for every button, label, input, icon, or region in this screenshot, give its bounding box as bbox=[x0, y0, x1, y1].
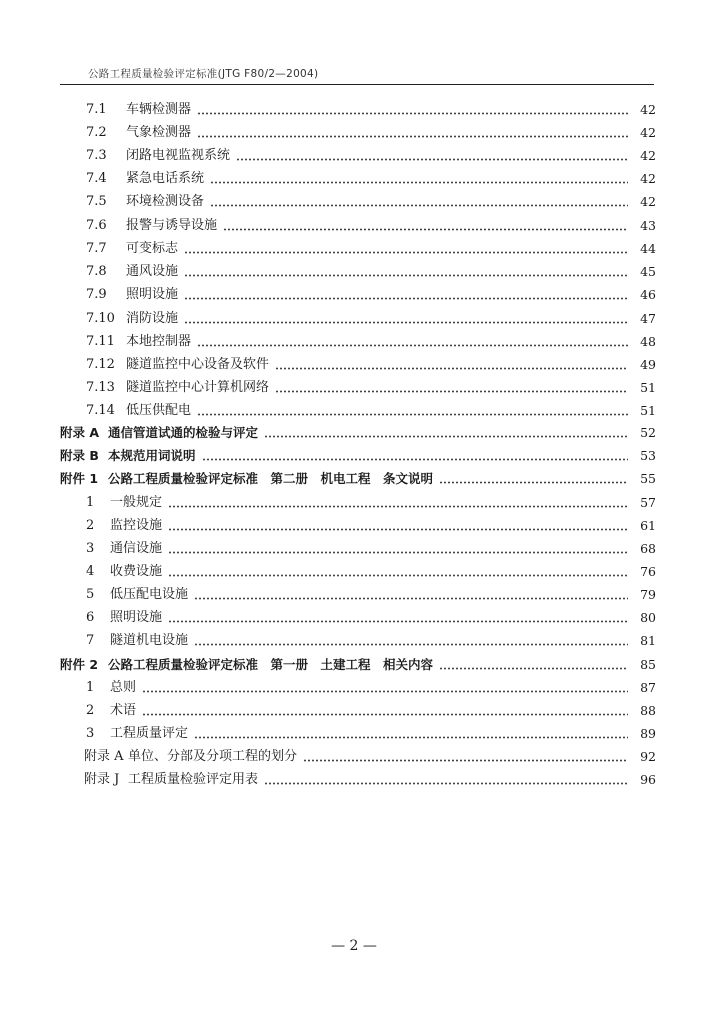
toc-entry-title: 收费设施 bbox=[110, 564, 163, 579]
dot-leader bbox=[184, 274, 628, 277]
toc-entry-number: 7.3 bbox=[86, 148, 107, 163]
dot-leader bbox=[184, 321, 628, 324]
toc-entry[interactable] bbox=[60, 307, 656, 330]
dot-leader bbox=[275, 367, 628, 370]
toc-entry[interactable] bbox=[60, 606, 656, 629]
toc-entry[interactable] bbox=[60, 237, 656, 260]
toc-entry-number: 7.14 bbox=[86, 403, 115, 418]
dot-leader bbox=[223, 228, 628, 231]
toc-entry[interactable] bbox=[60, 560, 656, 583]
toc-entry-title: 车辆检测器 bbox=[126, 102, 192, 117]
toc-entry-page: 79 bbox=[640, 587, 656, 602]
dot-leader bbox=[197, 344, 628, 347]
toc-entry-title: 紧急电话系统 bbox=[126, 171, 205, 186]
toc-entry-page: 68 bbox=[640, 541, 656, 556]
toc-entry-title: 工程质量评定 bbox=[110, 726, 189, 741]
toc-entry-number: 2 bbox=[86, 703, 95, 718]
dot-leader bbox=[142, 690, 628, 693]
toc-entry-title: 术语 bbox=[110, 703, 137, 718]
toc-entry-number: 7.13 bbox=[86, 380, 115, 395]
toc-entry-number: 7.4 bbox=[86, 171, 107, 186]
toc-entry-page: 85 bbox=[640, 657, 656, 672]
toc-entry-number: 7.2 bbox=[86, 125, 107, 140]
toc-entry[interactable] bbox=[60, 699, 656, 722]
toc-entry-title: 监控设施 bbox=[110, 518, 163, 533]
toc-entry-title: 公路工程质量检验评定标准 第一册 土建工程 相关内容 bbox=[108, 657, 434, 672]
toc-entry-number: 附件 1 bbox=[60, 471, 99, 486]
toc-entry-number: 7.8 bbox=[86, 264, 107, 279]
running-header-title: 公路工程质量检验评定标准(JTG F80/2—2004) bbox=[88, 68, 319, 80]
toc-entry[interactable] bbox=[60, 768, 656, 791]
toc-entry-page: 88 bbox=[640, 703, 656, 718]
toc-entry-page: 80 bbox=[640, 610, 656, 625]
toc-entry-title: 隧道机电设施 bbox=[110, 633, 189, 648]
toc-entry-title: 单位、分部及分项工程的划分 bbox=[128, 749, 298, 764]
toc-entry-page: 43 bbox=[640, 218, 656, 233]
toc-entry[interactable] bbox=[60, 353, 656, 376]
toc-entry[interactable] bbox=[60, 676, 656, 699]
dot-leader bbox=[197, 135, 628, 138]
toc-entry-number: 1 bbox=[86, 680, 95, 695]
dot-leader bbox=[194, 643, 628, 646]
toc-entry[interactable] bbox=[60, 444, 656, 467]
toc-entry-title: 通信管道试通的检验与评定 bbox=[108, 425, 259, 440]
toc-entry[interactable] bbox=[60, 330, 656, 353]
toc-entry-number: 7.5 bbox=[86, 194, 107, 209]
toc-entry-number: 附录 A bbox=[84, 749, 124, 764]
dot-leader bbox=[168, 528, 628, 531]
toc-entry[interactable] bbox=[60, 653, 656, 676]
toc-entry-number: 1 bbox=[86, 495, 95, 510]
toc-entry-page: 52 bbox=[640, 425, 656, 440]
dot-leader bbox=[168, 505, 628, 508]
toc-entry-number: 附录 A bbox=[60, 425, 100, 440]
dot-leader bbox=[168, 551, 628, 554]
dot-leader bbox=[168, 620, 628, 623]
toc-entry-number: 2 bbox=[86, 518, 95, 533]
dot-leader bbox=[202, 458, 628, 461]
toc-entry[interactable] bbox=[60, 260, 656, 283]
dot-leader bbox=[184, 297, 628, 300]
toc-entry[interactable] bbox=[60, 722, 656, 745]
toc-entry-page: 89 bbox=[640, 726, 656, 741]
toc-entry-page: 51 bbox=[640, 380, 656, 395]
dot-leader bbox=[439, 667, 628, 670]
toc-entry-page: 42 bbox=[640, 125, 656, 140]
toc-entry[interactable] bbox=[60, 514, 656, 537]
toc-entry-number: 3 bbox=[86, 541, 95, 556]
toc-entry-number: 7.10 bbox=[86, 311, 115, 326]
toc-entry-page: 44 bbox=[640, 241, 656, 256]
toc-entry-number: 5 bbox=[86, 587, 95, 602]
toc-entry-title: 公路工程质量检验评定标准 第二册 机电工程 条文说明 bbox=[108, 471, 434, 486]
toc-entry-page: 57 bbox=[640, 495, 656, 510]
toc-entry-title: 低压供配电 bbox=[126, 403, 192, 418]
dot-leader bbox=[210, 181, 628, 184]
toc-entry[interactable] bbox=[60, 144, 656, 167]
toc-entry-title: 隧道监控中心设备及软件 bbox=[126, 357, 270, 372]
toc-entry[interactable] bbox=[60, 167, 656, 190]
toc-entry-number: 7.7 bbox=[86, 241, 107, 256]
toc-entry-page: 81 bbox=[640, 633, 656, 648]
toc-entry-page: 42 bbox=[640, 194, 656, 209]
toc-entry-page: 47 bbox=[640, 311, 656, 326]
dot-leader bbox=[197, 413, 628, 416]
toc-entry-title: 总则 bbox=[110, 680, 137, 695]
toc-entry-page: 53 bbox=[640, 448, 656, 463]
dot-leader bbox=[236, 158, 628, 161]
toc-entry[interactable] bbox=[60, 421, 656, 444]
toc-entry-page: 76 bbox=[640, 564, 656, 579]
toc-entry-number: 4 bbox=[86, 564, 95, 579]
toc-entry[interactable] bbox=[60, 98, 656, 121]
dot-leader bbox=[142, 713, 628, 716]
toc-entry-title: 气象检测器 bbox=[126, 125, 192, 140]
dot-leader bbox=[275, 390, 628, 393]
toc-entry-number: 7.12 bbox=[86, 357, 115, 372]
header-rule bbox=[60, 84, 654, 85]
toc-entry[interactable] bbox=[60, 190, 656, 213]
toc-entry-page: 92 bbox=[640, 749, 656, 764]
toc-entry[interactable] bbox=[60, 121, 656, 144]
toc-entry-page: 61 bbox=[640, 518, 656, 533]
dot-leader bbox=[184, 251, 628, 254]
page-number: — 2 — bbox=[331, 938, 377, 954]
toc-entry-title: 可变标志 bbox=[126, 241, 179, 256]
toc-entry[interactable] bbox=[60, 491, 656, 514]
toc-entry-number: 附件 2 bbox=[60, 657, 99, 672]
toc-entry-title: 一般规定 bbox=[110, 495, 163, 510]
dot-leader bbox=[264, 782, 628, 785]
toc-entry[interactable] bbox=[60, 467, 656, 490]
toc-entry-number: 7.11 bbox=[86, 334, 115, 349]
dot-leader bbox=[168, 574, 628, 577]
toc-entry-title: 隧道监控中心计算机网络 bbox=[126, 380, 270, 395]
toc-entry[interactable] bbox=[60, 214, 656, 237]
toc-entry[interactable] bbox=[60, 745, 656, 768]
toc-entry-number: 7.6 bbox=[86, 218, 107, 233]
dot-leader bbox=[194, 597, 628, 600]
dot-leader bbox=[194, 736, 628, 739]
dot-leader bbox=[439, 481, 628, 484]
dot-leader bbox=[210, 204, 628, 207]
toc-entry-number: 附录 B bbox=[60, 448, 99, 463]
toc-entry-page: 42 bbox=[640, 171, 656, 186]
toc-entry-title: 消防设施 bbox=[126, 311, 179, 326]
toc-entry[interactable] bbox=[60, 283, 656, 306]
toc-entry-number: 7.9 bbox=[86, 287, 107, 302]
toc-entry-title: 本地控制器 bbox=[126, 334, 192, 349]
toc-entry-title: 低压配电设施 bbox=[110, 587, 189, 602]
toc-entry-page: 55 bbox=[640, 471, 656, 486]
toc-entry-page: 49 bbox=[640, 357, 656, 372]
toc-entry-page: 42 bbox=[640, 102, 656, 117]
toc-entry[interactable] bbox=[60, 583, 656, 606]
toc-entry-page: 96 bbox=[640, 772, 656, 787]
toc-entry-title: 照明设施 bbox=[110, 610, 163, 625]
dot-leader bbox=[197, 112, 628, 115]
toc-entry-page: 46 bbox=[640, 287, 656, 302]
toc-entry-page: 45 bbox=[640, 264, 656, 279]
toc-entry-title: 闭路电视监视系统 bbox=[126, 148, 231, 163]
toc-entry[interactable] bbox=[60, 399, 656, 422]
toc-entry-number: 7 bbox=[86, 633, 95, 648]
toc-entry-number: 6 bbox=[86, 610, 95, 625]
running-header bbox=[60, 62, 654, 86]
toc-entry-title: 工程质量检验评定用表 bbox=[128, 772, 259, 787]
toc-entry-title: 本规范用词说明 bbox=[108, 448, 196, 463]
toc-entry-title: 环境检测设备 bbox=[126, 194, 205, 209]
toc-entry-title: 通风设施 bbox=[126, 264, 179, 279]
toc-entry-page: 48 bbox=[640, 334, 656, 349]
toc-entry-title: 照明设施 bbox=[126, 287, 179, 302]
toc-entry[interactable] bbox=[60, 376, 656, 399]
toc-entry[interactable] bbox=[60, 537, 656, 560]
dot-leader bbox=[264, 435, 628, 438]
toc-entry-title: 通信设施 bbox=[110, 541, 163, 556]
toc-entry-title: 报警与诱导设施 bbox=[126, 218, 218, 233]
dot-leader bbox=[303, 759, 628, 762]
toc-entry[interactable] bbox=[60, 629, 656, 652]
toc-entry-number: 附录 J bbox=[84, 772, 120, 787]
toc-entry-number: 3 bbox=[86, 726, 95, 741]
toc-entry-page: 42 bbox=[640, 148, 656, 163]
toc-entry-page: 87 bbox=[640, 680, 656, 695]
toc-entry-page: 51 bbox=[640, 403, 656, 418]
toc-entry-number: 7.1 bbox=[86, 102, 107, 117]
